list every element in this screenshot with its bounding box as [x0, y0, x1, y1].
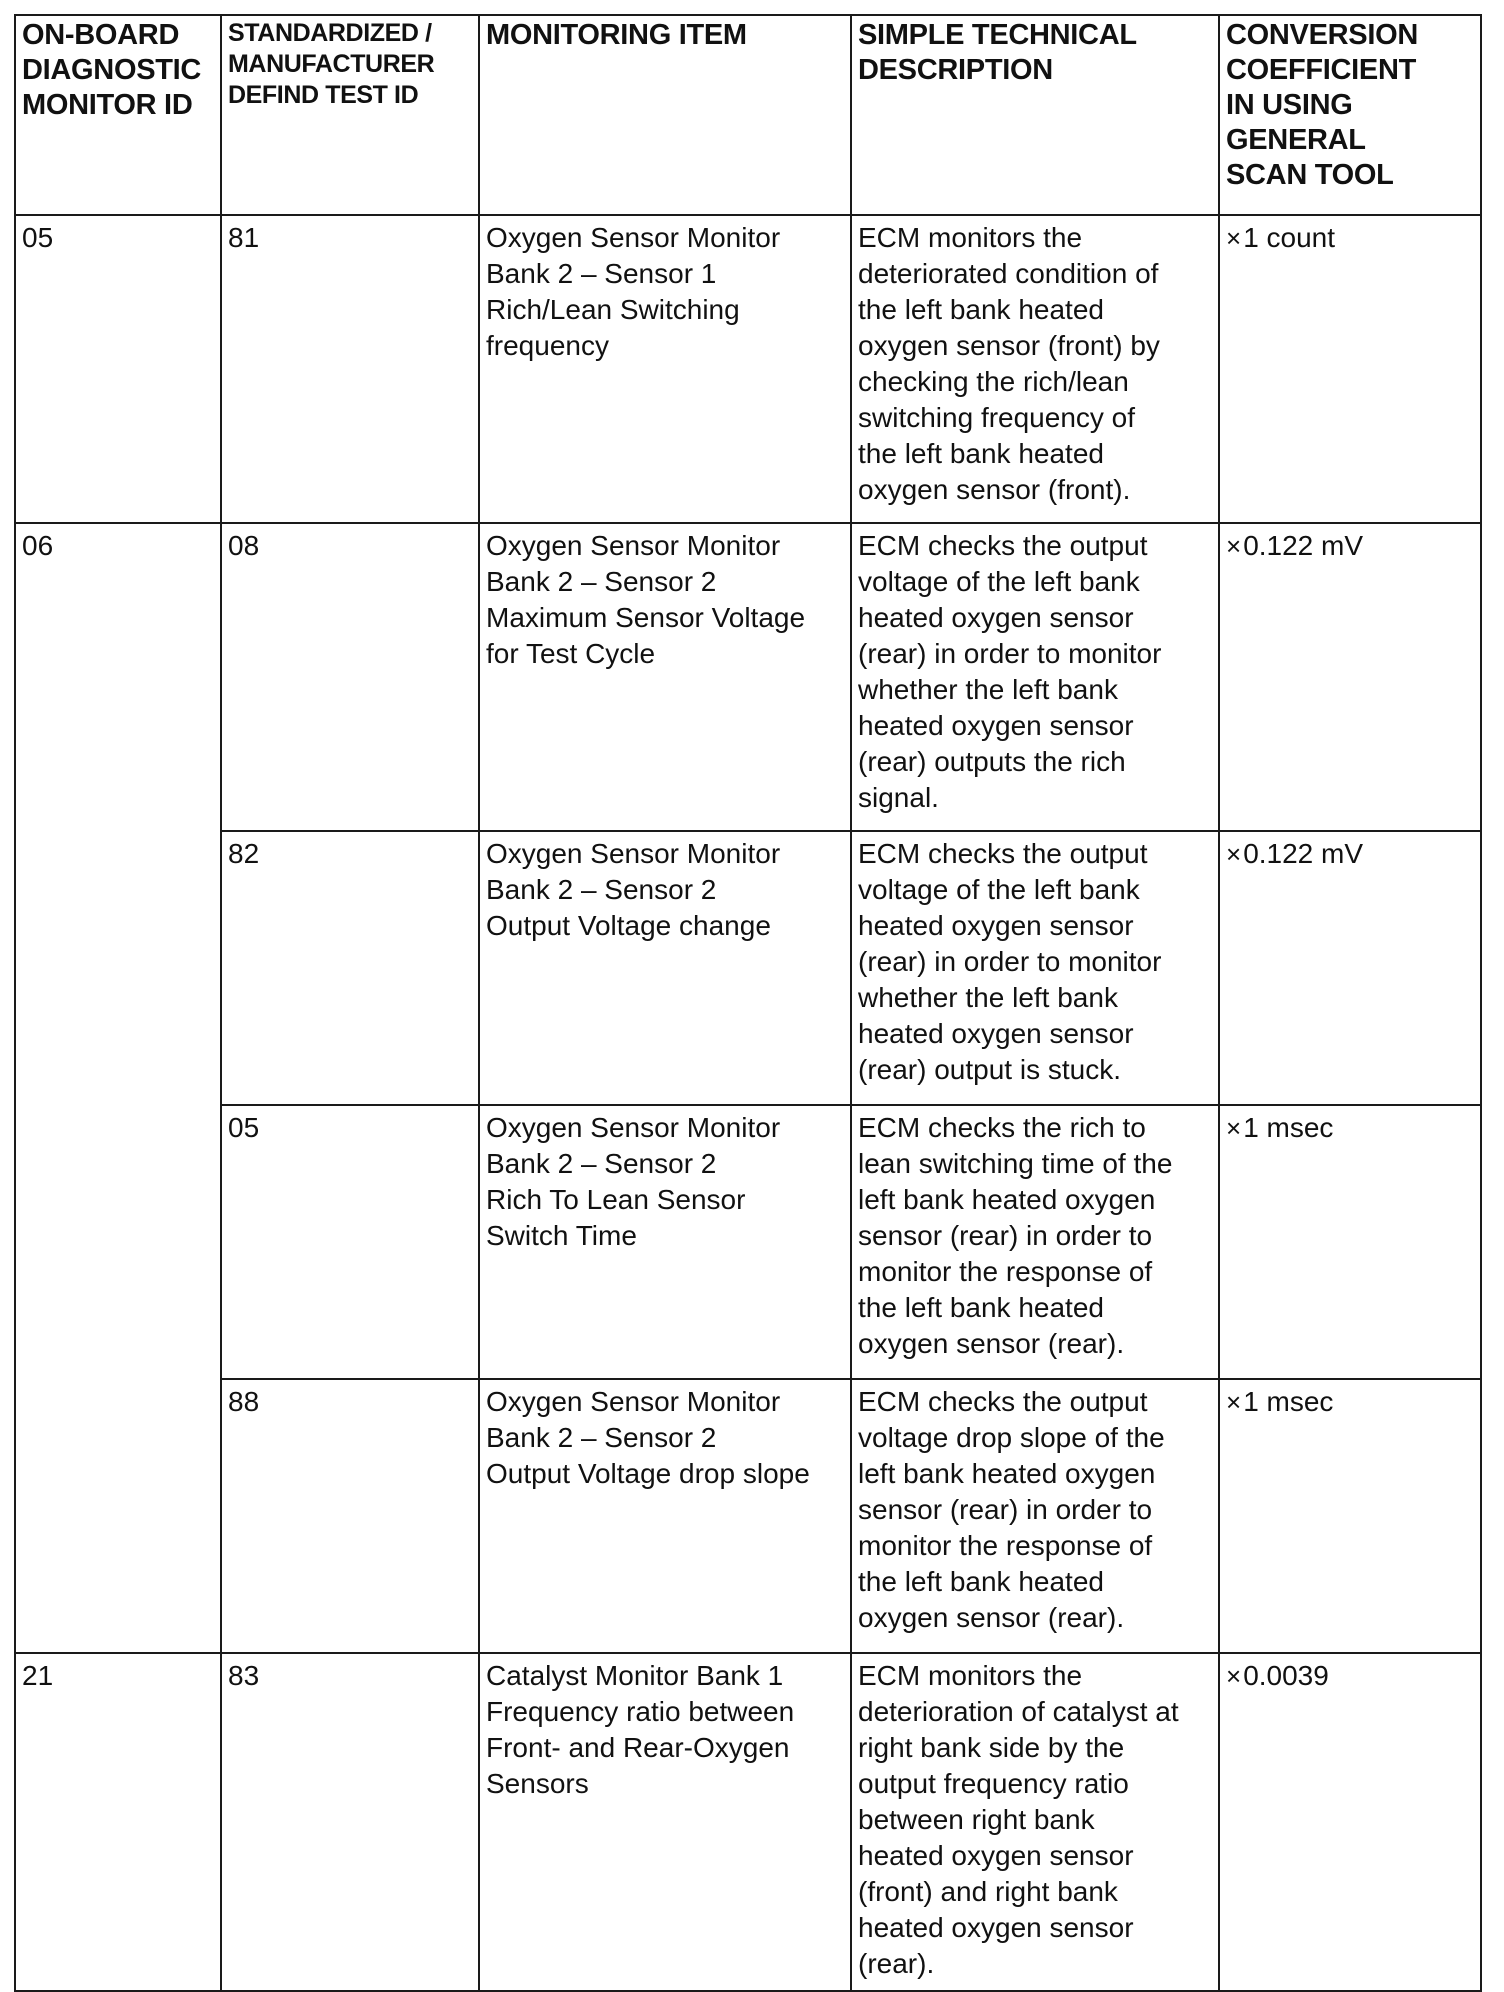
cell-conversion-coefficient: [1219, 1653, 1481, 1991]
table-row: [15, 215, 1481, 523]
cell-test-id: 88: [221, 1379, 479, 1653]
cell-test-id: 08: [221, 523, 479, 831]
coefficient-value: 0.122 mV: [1243, 838, 1364, 869]
header-monitor-id: ON-BOARD DIAGNOSTIC MONITOR ID: [15, 15, 221, 215]
cell-description: ECM monitors the deterioration of catalyst at right bank side by the output frequency ratio between right bank heated oxygen sensor (front) and right bank heated oxygen sensor (rear).: [851, 1653, 1219, 1991]
multiply-symbol: ×: [1226, 839, 1242, 869]
cell-monitoring-item: Oxygen Sensor Monitor Bank 2 – Sensor 2 Maximum Sensor Voltage for Test Cycle: [479, 523, 851, 831]
coefficient-value: 0.122 mV: [1243, 530, 1364, 561]
table-row: [15, 831, 1481, 1105]
header-monitoring-item: MONITORING ITEM: [479, 15, 851, 215]
coefficient-value: 1 msec: [1243, 1386, 1334, 1417]
cell-test-id: 82: [221, 831, 479, 1105]
cell-test-id: 83: [221, 1653, 479, 1991]
cell-conversion-coefficient: [1219, 831, 1481, 1105]
header-conversion-coefficient: CONVERSION COEFFICIENT IN USING GENERAL SCAN TOOL: [1219, 15, 1481, 215]
header-test-id: STANDARDIZED / MANUFACTURER DEFIND TEST ID: [221, 15, 479, 215]
obd-monitor-table: [14, 14, 1482, 1992]
cell-description: ECM checks the output voltage of the left bank heated oxygen sensor (rear) in order to monitor whether the left bank heated oxygen sensor (rear) output is stuck.: [851, 831, 1219, 1105]
multiply-symbol: ×: [1226, 1661, 1242, 1691]
cell-monitor-id: 05: [15, 215, 221, 523]
coefficient-value: 0.0039: [1243, 1660, 1329, 1691]
table-row: [15, 1379, 1481, 1653]
cell-monitoring-item: Oxygen Sensor Monitor Bank 2 – Sensor 1 Rich/Lean Switching frequency: [479, 215, 851, 523]
multiply-symbol: ×: [1226, 531, 1242, 561]
cell-description: ECM checks the output voltage drop slope of the left bank heated oxygen sensor (rear) in order to monitor the response of the left bank heated oxygen sensor (rear).: [851, 1379, 1219, 1653]
cell-conversion-coefficient: [1219, 1105, 1481, 1379]
cell-monitoring-item: Catalyst Monitor Bank 1 Frequency ratio between Front- and Rear-Oxygen Sensors: [479, 1653, 851, 1991]
cell-test-id: 81: [221, 215, 479, 523]
cell-monitoring-item: Oxygen Sensor Monitor Bank 2 – Sensor 2 Output Voltage drop slope: [479, 1379, 851, 1653]
coefficient-value: 1 count: [1243, 222, 1336, 253]
cell-monitor-id: 06: [15, 523, 221, 1653]
multiply-symbol: ×: [1226, 223, 1242, 253]
cell-description: ECM checks the rich to lean switching time of the left bank heated oxygen sensor (rear) in order to monitor the response of the left bank heated oxygen sensor (rear).: [851, 1105, 1219, 1379]
table-header-row: [15, 15, 1481, 215]
cell-test-id: 05: [221, 1105, 479, 1379]
cell-monitoring-item: Oxygen Sensor Monitor Bank 2 – Sensor 2 Rich To Lean Sensor Switch Time: [479, 1105, 851, 1379]
cell-description: ECM monitors the deteriorated condition of the left bank heated oxygen sensor (front) by checking the rich/lean switching frequency of the left bank heated oxygen sensor (front).: [851, 215, 1219, 523]
cell-conversion-coefficient: [1219, 1379, 1481, 1653]
cell-conversion-coefficient: [1219, 523, 1481, 831]
cell-description: ECM checks the output voltage of the left bank heated oxygen sensor (rear) in order to monitor whether the left bank heated oxygen sensor (rear) outputs the rich signal.: [851, 523, 1219, 831]
cell-monitor-id: 21: [15, 1653, 221, 1991]
table-row: [15, 1105, 1481, 1379]
cell-monitoring-item: Oxygen Sensor Monitor Bank 2 – Sensor 2 Output Voltage change: [479, 831, 851, 1105]
header-description: SIMPLE TECHNICAL DESCRIPTION: [851, 15, 1219, 215]
coefficient-value: 1 msec: [1243, 1112, 1334, 1143]
multiply-symbol: ×: [1226, 1113, 1242, 1143]
multiply-symbol: ×: [1226, 1387, 1242, 1417]
cell-conversion-coefficient: [1219, 215, 1481, 523]
table-row: [15, 1653, 1481, 1991]
table-row: [15, 523, 1481, 831]
